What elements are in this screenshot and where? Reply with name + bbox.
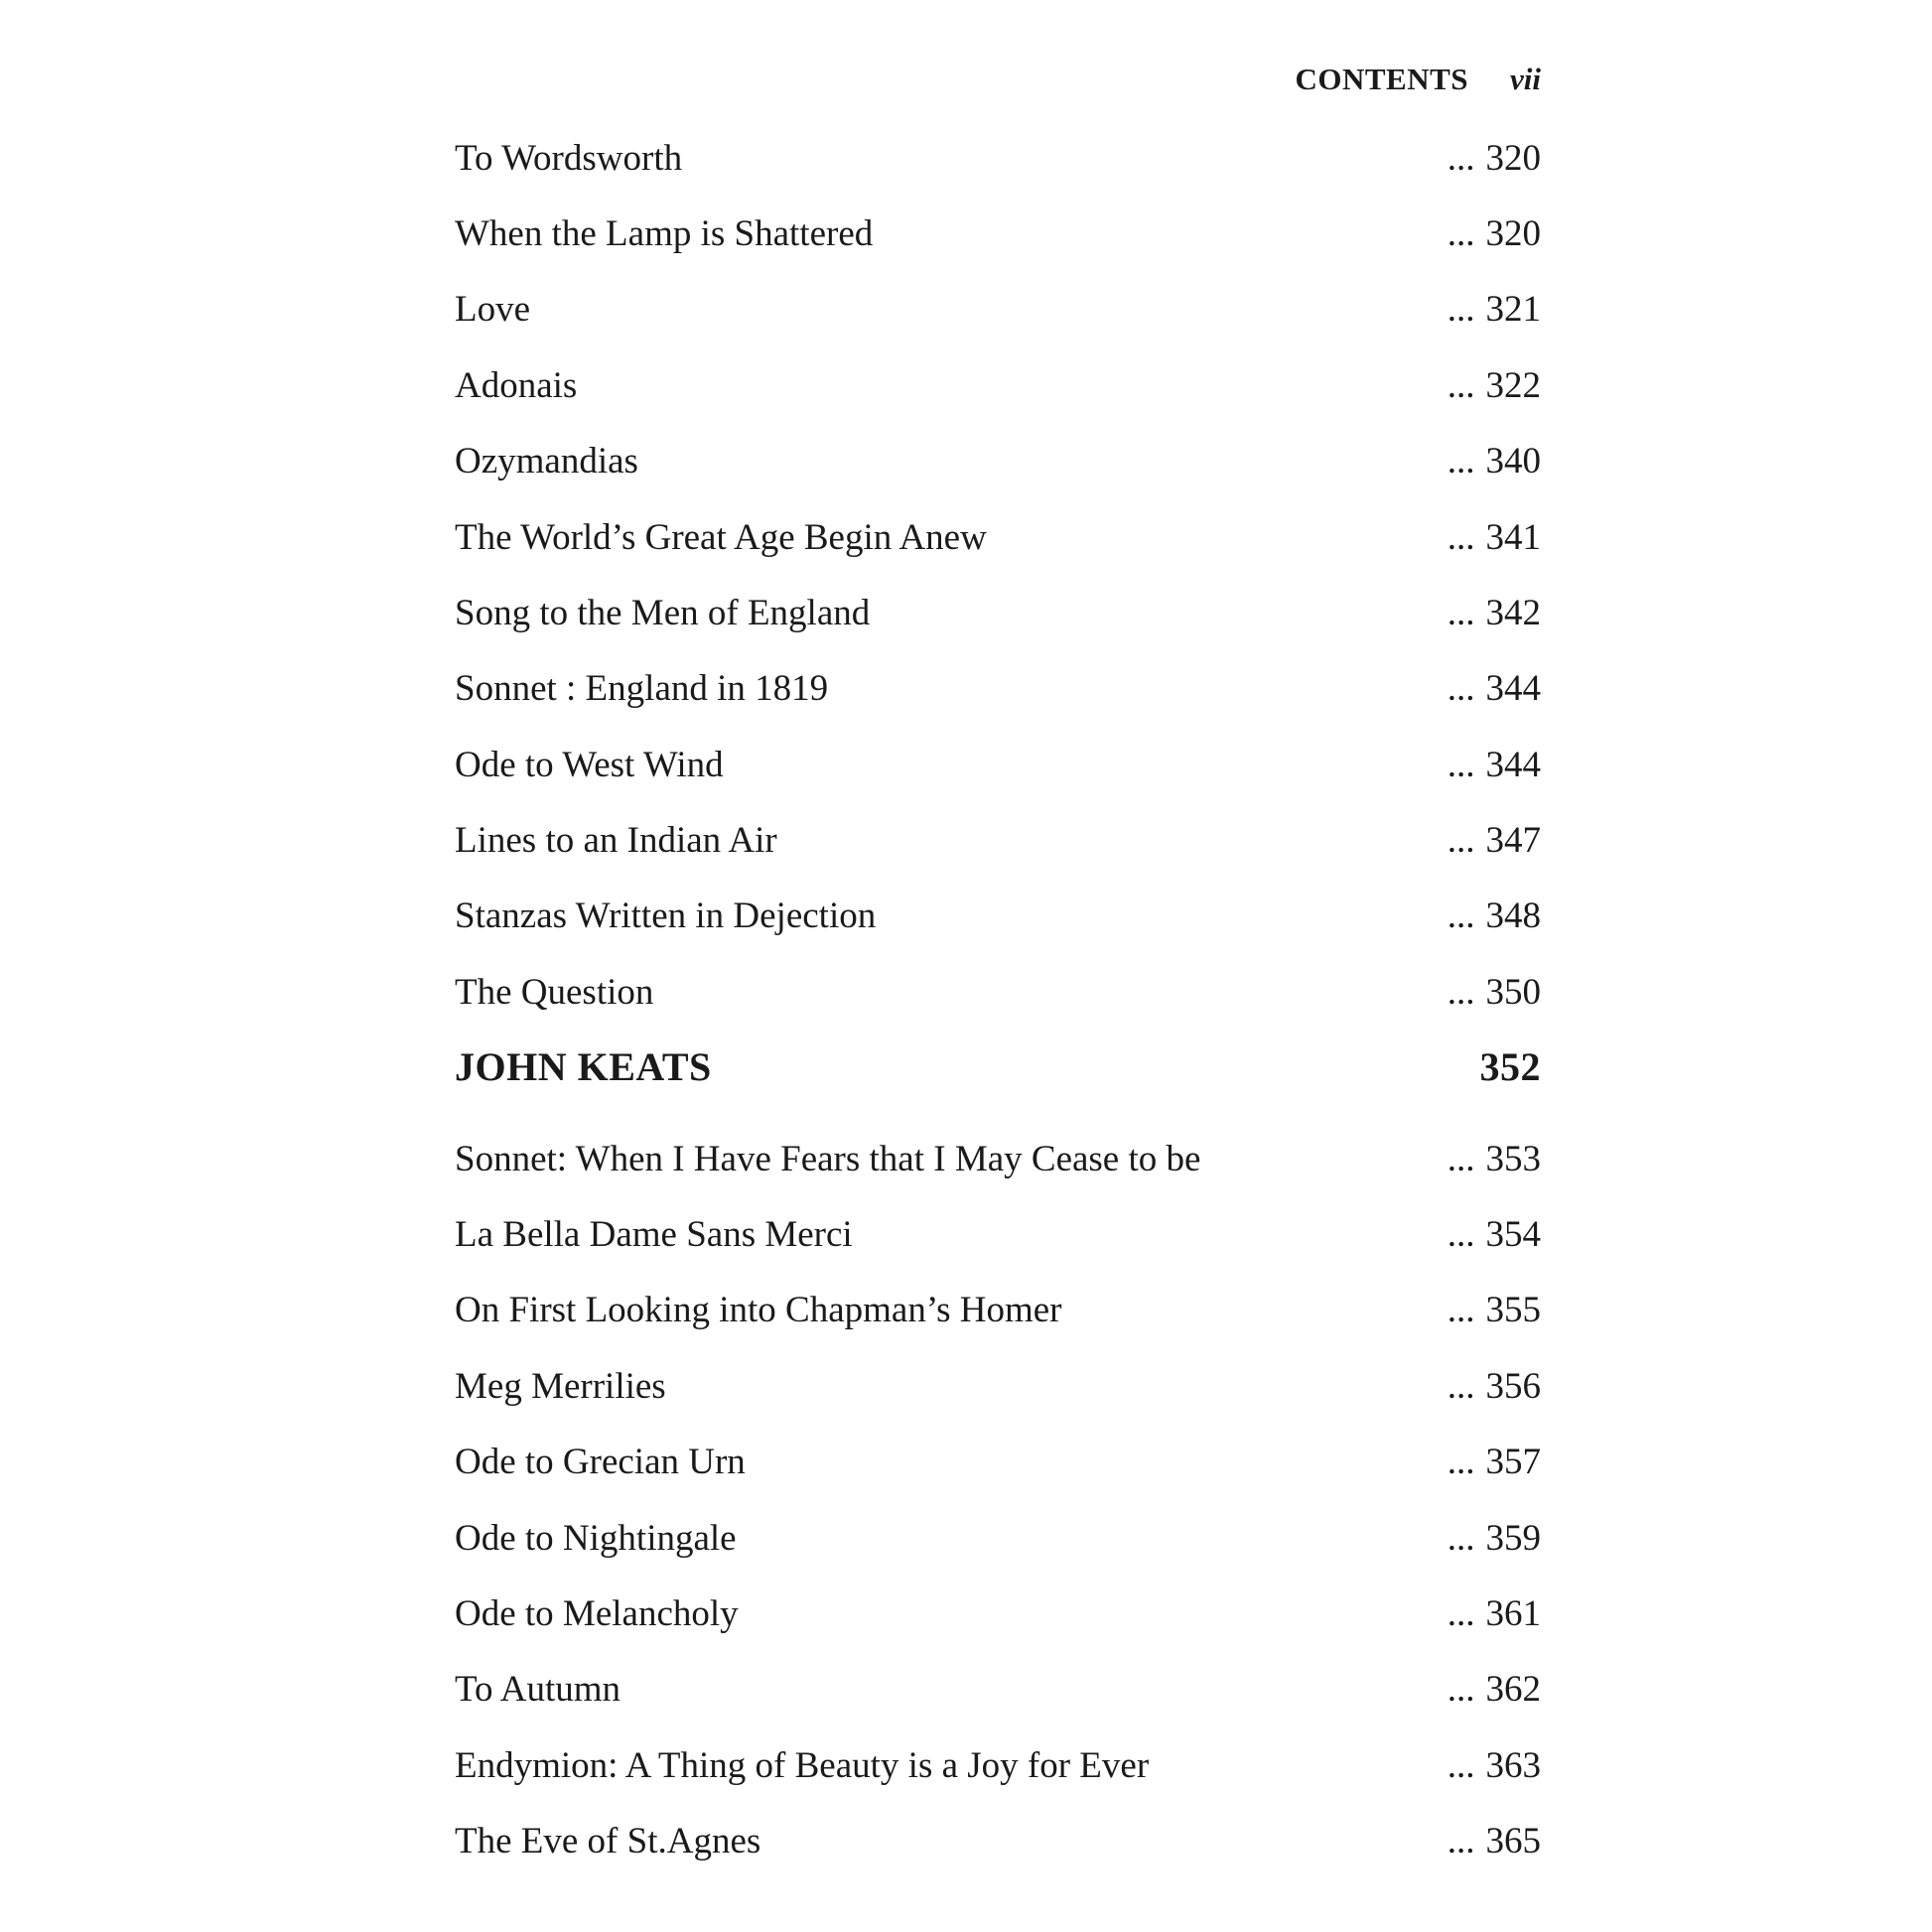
- toc-entry: [455, 709, 1541, 784]
- toc-entry-pageblock: [1448, 1823, 1541, 1862]
- toc-entry: [455, 482, 1541, 557]
- toc-entry-title: Ode to West Wind: [455, 744, 724, 785]
- dot-leader: ...: [1447, 1669, 1475, 1711]
- toc-entry-pageblock: [1448, 443, 1541, 482]
- toc-entry-title: JOHN KEATS: [455, 1044, 712, 1090]
- toc-entry: [455, 102, 1541, 178]
- toc-entry-pageblock: [1447, 744, 1541, 785]
- toc-entry-page: 341: [1485, 516, 1541, 558]
- toc-entry-page: 322: [1485, 364, 1541, 406]
- toc-entry-pageblock: [1480, 1046, 1542, 1088]
- toc-entry: [455, 330, 1541, 405]
- dot-leader: ...: [1447, 592, 1475, 633]
- toc-entry-title: Meg Merrilies: [455, 1365, 666, 1407]
- toc-entry-title: La Bella Dame Sans Merci: [455, 1214, 853, 1256]
- dot-leader: ...: [1447, 1365, 1475, 1407]
- dot-leader: ...: [1447, 516, 1475, 558]
- toc-entry: [455, 178, 1541, 253]
- dot-leader: ...: [1447, 1744, 1475, 1786]
- dot-leader: ...: [1447, 971, 1475, 1013]
- toc-entry-page: 348: [1485, 896, 1541, 937]
- toc-entry-pageblock: [1447, 364, 1541, 406]
- toc-entry-pageblock: [1447, 1592, 1541, 1634]
- toc-entry-title: The Eve of St.Agnes: [455, 1821, 761, 1863]
- toc-entry-title: Adonais: [455, 364, 578, 406]
- toc-entry: [455, 1330, 1541, 1406]
- toc-entry-page: 340: [1485, 441, 1541, 483]
- toc-entry: [455, 1558, 1541, 1633]
- toc-entry: [455, 1482, 1541, 1558]
- toc-entry-title: Love: [455, 289, 531, 331]
- dot-leader: ...: [1447, 668, 1475, 710]
- toc-entry-pageblock: [1447, 592, 1541, 633]
- toc-entry: [455, 557, 1541, 632]
- toc-entry-page: 352: [1479, 1044, 1541, 1090]
- dot-leader: ...: [1447, 744, 1475, 785]
- toc-entry: [455, 785, 1541, 861]
- toc-entry-title: When the Lamp is Shattered: [455, 212, 874, 254]
- toc-entry-title: Ode to Nightingale: [455, 1517, 737, 1559]
- toc-entry-page: 362: [1485, 1669, 1541, 1711]
- toc-entry-page: 365: [1485, 1821, 1541, 1863]
- toc-entry-page: 357: [1485, 1442, 1541, 1483]
- running-head: [1295, 62, 1541, 97]
- toc-entry: [455, 1255, 1541, 1330]
- dot-leader: ...: [1447, 289, 1475, 331]
- toc-entry: [455, 254, 1541, 330]
- toc-entry-pageblock: [1447, 1744, 1541, 1786]
- toc-entry-title: To Wordsworth: [455, 137, 683, 179]
- toc-entry-title: To Autumn: [455, 1669, 621, 1711]
- toc-entry-title: Ode to Grecian Urn: [455, 1442, 746, 1483]
- toc-entry: [455, 1634, 1541, 1710]
- toc-entry-page: 354: [1485, 1214, 1541, 1256]
- toc-entry-title: Song to the Men of England: [455, 592, 871, 633]
- toc-entry-page: 321: [1485, 289, 1541, 331]
- dot-leader: ...: [1447, 1592, 1475, 1634]
- toc-entry: [455, 936, 1541, 1012]
- toc-entry-pageblock: [1448, 1292, 1541, 1330]
- toc-entry-pageblock: [1447, 971, 1541, 1013]
- dot-leader: ...: [1447, 1290, 1475, 1331]
- dot-leader: ...: [1447, 1442, 1475, 1483]
- toc-entry-page: 356: [1485, 1365, 1541, 1407]
- toc-entry-pageblock: [1448, 1671, 1541, 1710]
- toc-entry-pageblock: [1447, 137, 1541, 179]
- toc-entry-page: 363: [1485, 1744, 1541, 1786]
- toc-entry-title: Endymion: A Thing of Beauty is a Joy for Ever: [455, 1744, 1150, 1786]
- toc-entry-pageblock: [1448, 822, 1541, 861]
- toc-list: [455, 102, 1541, 1862]
- toc-entry-page: 361: [1485, 1592, 1541, 1634]
- toc-entry-page: 355: [1485, 1290, 1541, 1331]
- toc-entry-title: Ozymandias: [455, 441, 638, 483]
- toc-entry-pageblock: [1447, 1365, 1541, 1407]
- toc-entry-page: 359: [1485, 1517, 1541, 1559]
- toc-entry-page: 342: [1485, 592, 1541, 633]
- toc-entry-page: 350: [1485, 971, 1541, 1013]
- toc-entry-pageblock: [1447, 516, 1541, 558]
- dot-leader: ...: [1447, 896, 1475, 937]
- toc-section-heading: [455, 1013, 1541, 1088]
- running-head-title: CONTENTS: [1295, 62, 1468, 96]
- toc-entry-page: 353: [1485, 1138, 1541, 1179]
- toc-entry-title: Lines to an Indian Air: [455, 820, 777, 862]
- toc-entry: [455, 1178, 1541, 1254]
- toc-entry: [455, 633, 1541, 709]
- dot-leader: ...: [1447, 1517, 1475, 1559]
- toc-entry: [455, 1710, 1541, 1785]
- toc-entry-pageblock: [1448, 670, 1541, 709]
- toc-entry: [455, 1786, 1541, 1862]
- toc-entry: [455, 861, 1541, 936]
- toc-entry-pageblock: [1448, 291, 1541, 330]
- toc-entry-title: The World’s Great Age Begin Anew: [455, 516, 987, 558]
- toc-entry-title: Stanzas Written in Dejection: [455, 896, 877, 937]
- toc-entry-pageblock: [1447, 1138, 1541, 1179]
- toc-entry-title: Ode to Melancholy: [455, 1592, 739, 1634]
- dot-leader: ...: [1447, 364, 1475, 406]
- toc-entry-title: On First Looking into Chapman’s Homer: [455, 1290, 1062, 1331]
- toc-entry: [455, 1407, 1541, 1482]
- toc-entry-title: The Question: [455, 971, 654, 1013]
- dot-leader: ...: [1447, 1138, 1475, 1179]
- toc-entry-page: 347: [1485, 820, 1541, 862]
- dot-leader: ...: [1447, 1821, 1475, 1863]
- toc-entry-page: 320: [1485, 212, 1541, 254]
- toc-entry-page: 344: [1485, 744, 1541, 785]
- toc-entry-page: 320: [1485, 137, 1541, 179]
- toc-entry-pageblock: [1447, 212, 1541, 254]
- toc-entry-pageblock: [1448, 1216, 1541, 1255]
- toc-entry-pageblock: [1448, 897, 1541, 936]
- toc-entry-pageblock: [1447, 1517, 1541, 1559]
- dot-leader: ...: [1447, 137, 1475, 179]
- dot-leader: ...: [1447, 820, 1475, 862]
- page-folio: vii: [1510, 62, 1541, 96]
- toc-entry: [455, 406, 1541, 482]
- dot-leader: ...: [1447, 212, 1475, 254]
- dot-leader: ...: [1447, 441, 1475, 483]
- toc-entry: [455, 1103, 1541, 1178]
- toc-entry-title: Sonnet: When I Have Fears that I May Cease to be: [455, 1138, 1201, 1179]
- toc-entry-page: 344: [1485, 668, 1541, 710]
- dot-leader: ...: [1447, 1214, 1475, 1256]
- toc-entry-pageblock: [1448, 1444, 1541, 1482]
- toc-entry-title: Sonnet : England in 1819: [455, 668, 829, 710]
